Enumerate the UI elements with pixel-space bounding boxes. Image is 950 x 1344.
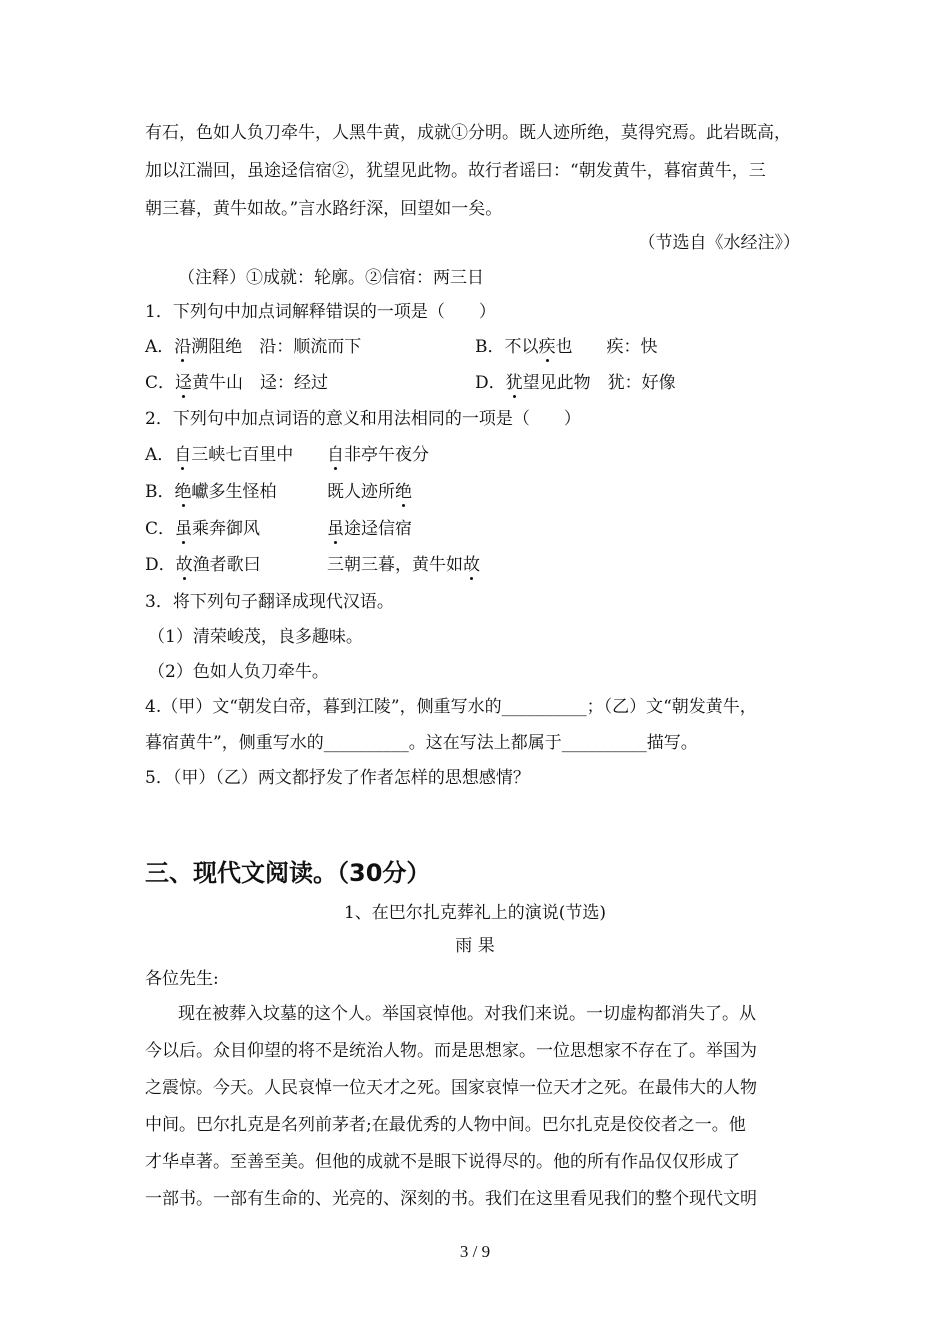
q2-option-b: B．绝巘多生怪柏 既人迹所绝 [145, 482, 412, 502]
q1-stem: 1．下列句中加点词解释错误的一项是（ ） [145, 302, 496, 322]
salutation: 各位先生: [145, 969, 219, 989]
q1-option-a: A．沿溯阻绝 沿：顺流而下 [145, 337, 362, 357]
q2-option-a: A．自三峡七百里中 自非亭午夜分 [145, 445, 429, 465]
q4-line-1: 4.（甲）文“朝发白帝，暮到江陵”，侧重写水的__________；（乙）文“朝发黄牛， [145, 697, 757, 717]
q2-stem: 2．下列句中加点词语的意义和用法相同的一项是（ ） [145, 409, 581, 429]
q3-sentence-2: （2）色如人负刀牵牛。 [148, 662, 329, 682]
page-number: 3 / 9 [459, 1242, 491, 1261]
passage-notes: （注释）①成就：轮廓。②信宿：两三日 [178, 268, 484, 288]
passage-line-1: 有石，色如人负刀牵牛，人黑牛黄，成就①分明。既人迹所绝，莫得究焉。此岩既高， [145, 123, 791, 143]
article-line-6: 一部书。一部有生命的、光亮的、深刻的书。我们在这里看见我们的整个现代文明 [145, 1189, 757, 1209]
q4-line-2: 暮宿黄牛”，侧重写水的__________。这在写法上都属于__________描写。 [145, 733, 698, 753]
article-author: 雨 果 [455, 936, 495, 956]
q1-options-ab [145, 334, 658, 360]
article-line-1: 现在被葬入坟墓的这个人。举国哀悼他。对我们来说。一切虚构都消失了。从 [178, 1004, 756, 1024]
q1-option-b: B．不以疾也 疾：快 [475, 337, 658, 357]
passage-source: （节选自《水经注》） [638, 233, 800, 253]
q3-sentence-1: （1）清荣峻茂，良多趣味。 [148, 627, 363, 647]
article-line-2: 今以后。众目仰望的将不是统治人物。而是思想家。一位思想家不存在了。举国为 [145, 1041, 757, 1061]
article-line-3: 之震惊。今天。人民哀悼一位天才之死。国家哀悼一位天才之死。在最伟大的人物 [145, 1078, 757, 1098]
q2-option-d: D．故渔者歌曰 三朝三暮，黄牛如故 [145, 555, 480, 575]
q1-option-d: D．犹望见此物 犹：好像 [475, 373, 676, 393]
article-line-5: 才华卓著。至善至美。但他的成就不是眼下说得尽的。他的所有作品仅仅形成了 [145, 1152, 740, 1172]
q3-stem: 3．将下列句子翻译成现代汉语。 [145, 592, 394, 612]
passage-line-3: 朝三暮，黄牛如故。”言水路纡深，回望如一矣。 [145, 199, 503, 219]
q1-options-cd [145, 370, 676, 396]
section-heading: 三、现代文阅读。（30分） [145, 859, 431, 887]
q5-stem: 5．（甲）（乙）两文都抒发了作者怎样的思想感情？ [145, 768, 530, 788]
article-title: 1、在巴尔扎克葬礼上的演说(节选) [343, 903, 607, 923]
passage-line-2: 加以江湍回，虽途迳信宿②，犹望见此物。故行者谣曰：“朝发黄牛，暮宿黄牛，三 [145, 161, 766, 181]
q2-option-c: C．虽乘奔御风 虽途迳信宿 [145, 519, 412, 539]
q1-option-c: C．迳黄牛山 迳：经过 [145, 373, 329, 393]
article-line-4: 中间。巴尔扎克是名列前茅者;在最优秀的人物中间。巴尔扎克是佼佼者之一。他 [145, 1115, 746, 1135]
